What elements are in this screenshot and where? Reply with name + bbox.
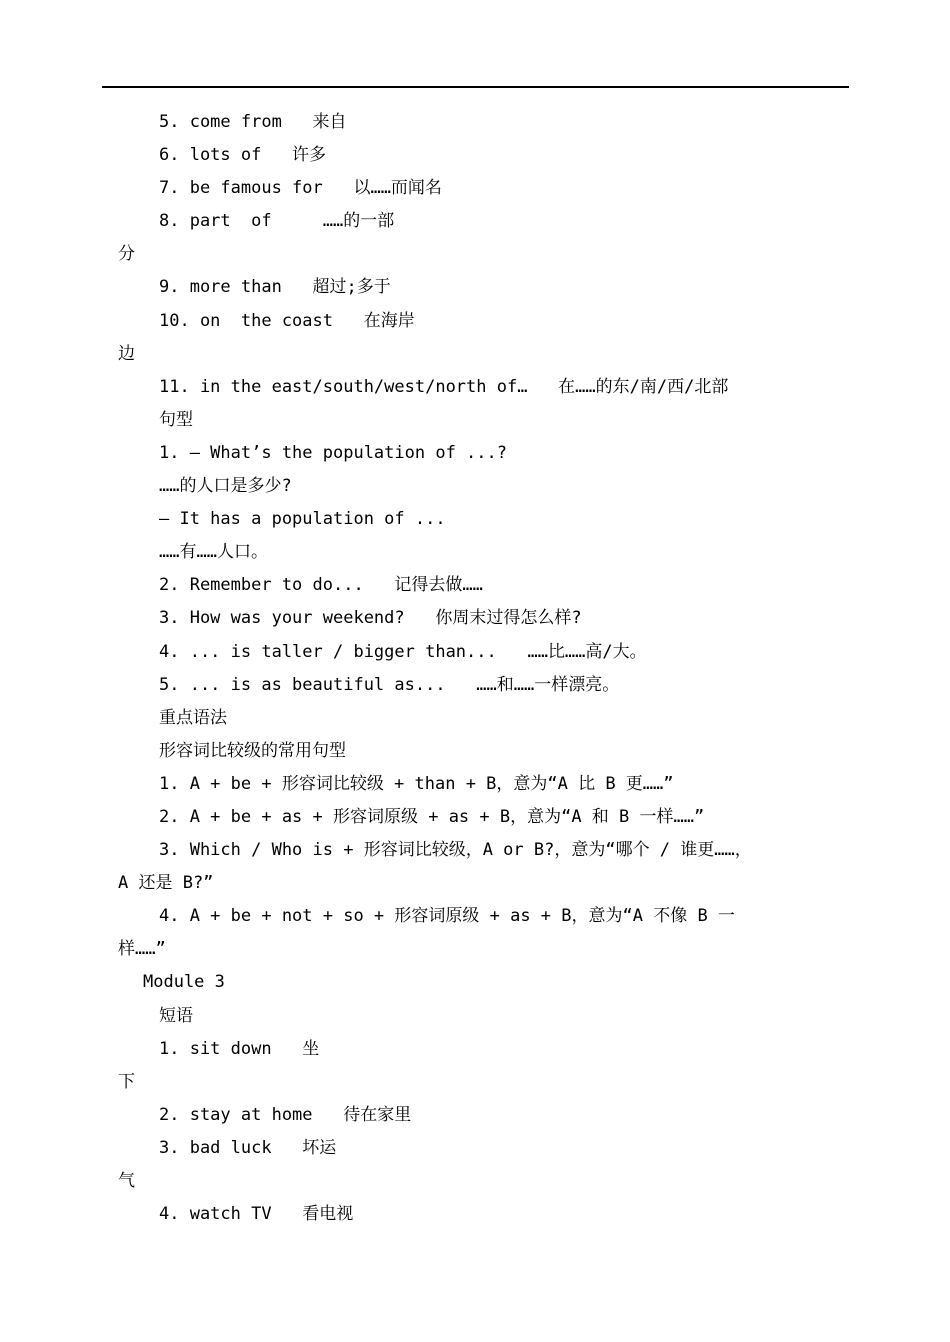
text-line: 11. in the east/south/west/north of… 在……的东/南/西/北部 — [159, 376, 729, 397]
document-body — [118, 106, 818, 1231]
text-line: 气 — [118, 1171, 135, 1191]
text-line: 1. A + be + 形容词比较级 + than + B，意为“A 比 B 更……” — [159, 773, 674, 794]
text-line: — It has a population of ... — [159, 509, 446, 530]
text-line: 形容词比较级的常用句型 — [159, 740, 346, 761]
text-line: 2. A + be + as + 形容词原级 + as + B，意为“A 和 B 一样……” — [159, 806, 705, 827]
text-line: 3. Which / Who is + 形容词比较级，A or B?，意为“哪个 / 谁更……， — [159, 840, 752, 861]
text-line: 9. more than 超过;多于 — [159, 277, 391, 298]
text-line: 7. be famous for 以……而闻名 — [159, 178, 442, 199]
text-line: 重点语法 — [159, 707, 227, 728]
text-line: 2. stay at home 待在家里 — [159, 1104, 412, 1125]
text-line: ……的人口是多少? — [159, 476, 292, 497]
text-line: 8. part of ……的一部 — [159, 211, 395, 232]
text-line: 4. ... is taller / bigger than... ……比……高/大。 — [159, 641, 647, 662]
text-line: 句型 — [159, 409, 193, 430]
text-line: Module 3 — [143, 972, 225, 993]
text-line: 边 — [118, 343, 135, 364]
text-line: 10. on the coast 在海岸 — [159, 310, 415, 331]
text-line: 5. ... is as beautiful as... ……和……一样漂亮。 — [159, 674, 620, 695]
text-line: 6. lots of 许多 — [159, 145, 327, 166]
text-line: 3. bad luck 坏运 — [159, 1137, 337, 1158]
text-line: 4. A + be + not + so + 形容词原级 + as + B，意为“A 不像 B 一 — [159, 906, 735, 927]
text-line: 下 — [118, 1071, 135, 1092]
text-line: 1. — What’s the population of ...? — [159, 442, 507, 463]
text-line: A 还是 B?” — [118, 873, 214, 894]
text-line: 4. watch TV 看电视 — [159, 1204, 354, 1225]
text-line: 2. Remember to do... 记得去做…… — [159, 575, 483, 596]
text-line: 5. come from 来自 — [159, 112, 347, 132]
text-line: 3. How was your weekend? 你周末过得怎么样? — [159, 608, 582, 629]
text-line: 分 — [118, 244, 135, 265]
text-line: 1. sit down 坐 — [159, 1038, 320, 1059]
text-line: 样……” — [118, 939, 166, 960]
text-line: ……有……人口。 — [159, 542, 268, 563]
text-line: 短语 — [159, 1005, 193, 1026]
header-rule — [102, 86, 849, 88]
